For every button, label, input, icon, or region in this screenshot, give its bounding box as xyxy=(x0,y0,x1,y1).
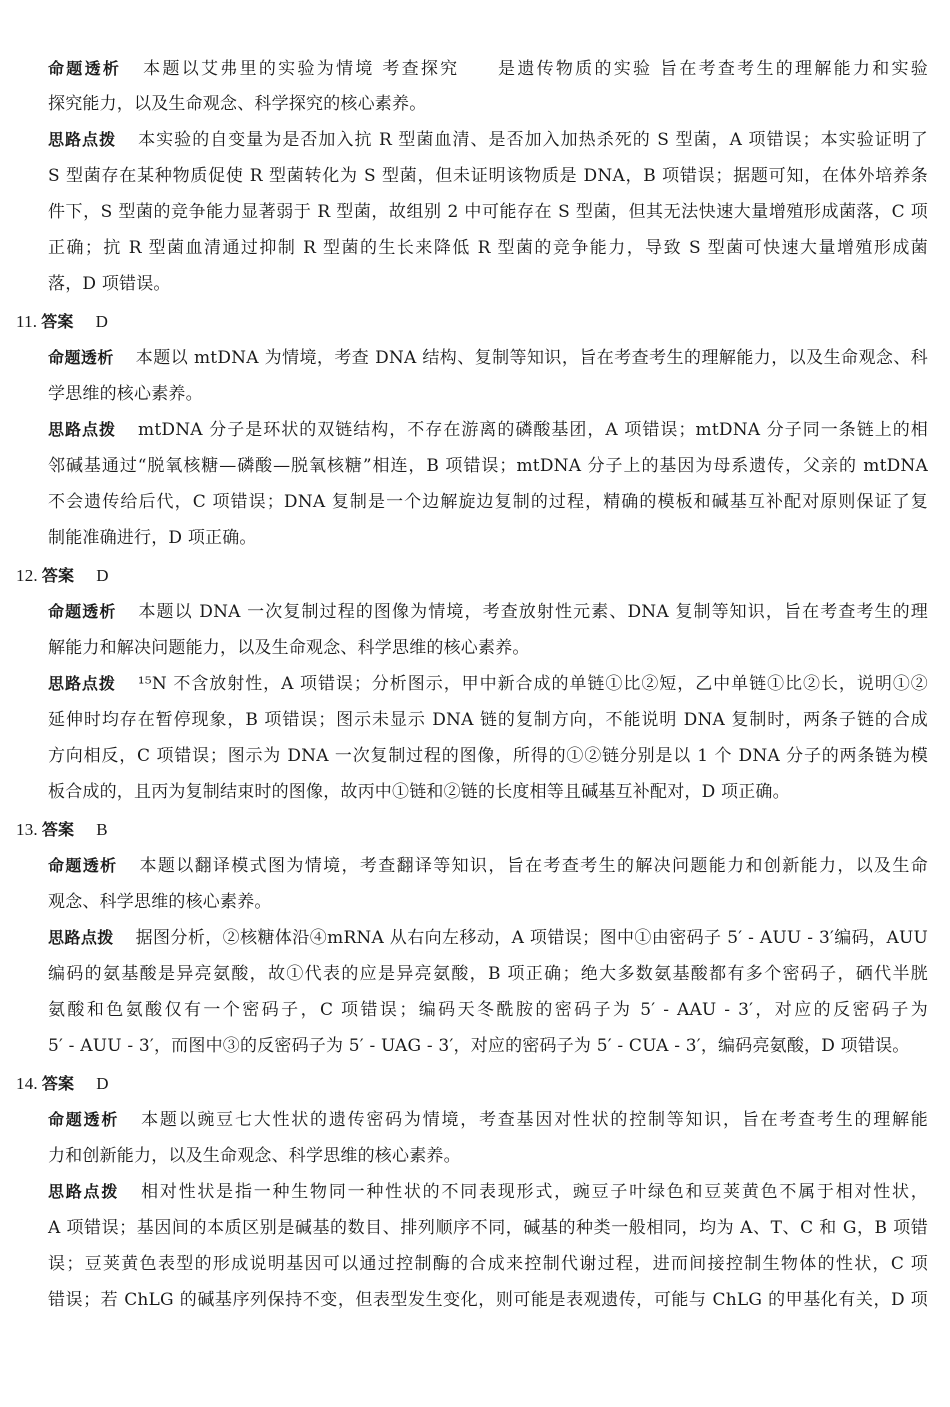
answer-heading xyxy=(16,564,109,588)
paragraph-text: 本实验的自变量为是否加入抗 R 型菌血清、是否加入加热杀死的 S 型菌，A 项错误；本实验证明了 xyxy=(138,130,928,150)
paragraph-text: 据图分析，②核糖体沿④mRNA 从右向左移动，A 项错误；图中①由密码子 5′ - AUU - 3′编码，AUU xyxy=(135,928,928,948)
paragraph-line xyxy=(48,1252,928,1276)
paragraph-text: 力和创新能力，以及生命观念、科学思维的核心素养。 xyxy=(48,1146,461,1166)
paragraph-text: 错误；若 ChLG 的碱基序列保持不变，但表型发生变化，则可能是表观遗传，可能与 ChLG 的甲基化有关，D 项 xyxy=(48,1290,928,1310)
section-label: 命题透析 xyxy=(48,1110,120,1129)
paragraph-line xyxy=(48,672,928,696)
answer-value: D xyxy=(96,1074,109,1093)
paragraph-text: 误；豆荚黄色表型的形成说明基因可以通过控制酶的合成来控制代谢过程，进而间接控制生物体的性状，C 项 xyxy=(48,1254,928,1274)
paragraph-line xyxy=(48,418,928,442)
paragraph-text: 本题以 DNA 一次复制过程的图像为情境，考查放射性元素、DNA 复制等知识，旨在考查考生的理 xyxy=(138,602,928,622)
section-label: 命题透析 xyxy=(48,348,114,367)
answer-value: B xyxy=(96,820,108,839)
paragraph-text: 探究能力，以及生命观念、科学探究的核心素养。 xyxy=(48,94,427,114)
paragraph-line xyxy=(48,890,272,914)
answer-heading xyxy=(16,818,108,842)
answer-value: D xyxy=(96,566,109,585)
paragraph-text: 正确；抗 R 型菌血清通过抑制 R 型菌的生长来降低 R 型菌的竞争能力，导致 S 型菌可快速大量增殖形成菌 xyxy=(48,238,928,258)
paragraph-line xyxy=(48,780,790,804)
paragraph-text: 本题以豌豆七大性状的遗传密码为情境，考查基因对性状的控制等知识，旨在考查考生的理解能 xyxy=(141,1110,928,1130)
paragraph-text: 相对性状是指一种生物同一种性状的不同表现形式，豌豆子叶绿色和豆荚黄色不属于相对性状， xyxy=(141,1182,928,1202)
answer-heading xyxy=(16,1072,109,1096)
paragraph-line xyxy=(48,164,928,188)
paragraph-line xyxy=(48,926,928,950)
paragraph-text: 邻碱基通过“脱氧核糖—磷酸—脱氧核糖”相连，B 项错误；mtDNA 分子上的基因为母系遗传，父亲的 mtDNA xyxy=(48,456,928,476)
paragraph-text: 延伸时均存在暂停现象，B 项错误；图示未显示 DNA 链的复制方向，不能说明 DNA 复制时，两条子链的合成 xyxy=(48,710,928,730)
paragraph-text: 不会遗传给后代，C 项错误；DNA 复制是一个边解旋边复制的过程，精确的模板和碱基互补配对原则保证了复 xyxy=(48,492,928,512)
paragraph-text: 观念、科学思维的核心素养。 xyxy=(48,892,272,912)
paragraph-text: 落，D 项错误。 xyxy=(48,274,171,294)
paragraph-line xyxy=(48,200,928,224)
answer-heading xyxy=(16,310,108,334)
paragraph-line xyxy=(48,526,257,550)
section-label: 命题透析 xyxy=(48,602,117,621)
answer-label: 答案 xyxy=(41,566,75,585)
paragraph-text: 板合成的，且丙为复制结束时的图像，故丙中①链和②链的长度相等且碱基互补配对，D 项正确。 xyxy=(48,782,790,802)
paragraph-text: 解能力和解决问题能力，以及生命观念、科学思维的核心素养。 xyxy=(48,638,530,658)
paragraph-text: 件下，S 型菌的竞争能力显著弱于 R 型菌，故组别 2 中可能存在 S 型菌，但其无法快速大量增殖形成菌落，C 项 xyxy=(48,202,928,222)
paragraph-text: A 项错误；基因间的本质区别是碱基的数目、排列顺序不同，碱基的种类一般相同，均为 A、T、C 和 G，B 项错 xyxy=(48,1218,928,1238)
section-label: 命题透析 xyxy=(48,59,122,78)
paragraph-line xyxy=(48,1108,928,1132)
paragraph-text: ¹⁵N 不含放射性，A 项错误；分析图示，甲中新合成的单链①比②短，乙中单链①比②长，说明①② xyxy=(137,674,928,694)
paragraph-text: 学思维的核心素养。 xyxy=(48,384,203,404)
question-number: 11. xyxy=(16,312,38,331)
paragraph-line xyxy=(48,744,928,768)
paragraph-line xyxy=(48,962,928,986)
paragraph-line xyxy=(48,1144,461,1168)
question-number: 13. xyxy=(16,820,38,839)
question-number: 12. xyxy=(16,566,38,585)
paragraph-text: mtDNA 分子是环状的双链结构，不存在游离的磷酸基团，A 项错误；mtDNA 分子同一条链上的相 xyxy=(138,420,928,440)
paragraph-line xyxy=(48,236,928,260)
paragraph-line xyxy=(48,490,928,514)
paragraph-text: 氨酸和色氨酸仅有一个密码子，C 项错误；编码天冬酰胺的密码子为 5′ - AAU - 3′，对应的反密码子为 xyxy=(48,1000,928,1020)
section-label: 思路点拨 xyxy=(48,130,117,149)
paragraph-line xyxy=(48,1180,928,1204)
paragraph-line xyxy=(48,128,928,152)
paragraph-line xyxy=(48,346,928,370)
paragraph-text: 本题以翻译模式图为情境，考查翻译等知识，旨在考查考生的解决问题能力和创新能力，以及生命 xyxy=(139,856,928,876)
paragraph-line xyxy=(48,600,928,624)
paragraph-text: 本题以艾弗里的实验为情境 考查探究 是遗传物质的实验 旨在考查考生的理解能力和实验 xyxy=(143,59,928,79)
answer-label: 答案 xyxy=(41,820,75,839)
section-label: 思路点拨 xyxy=(48,420,117,439)
section-label: 命题透析 xyxy=(48,856,118,875)
paragraph-line xyxy=(48,382,203,406)
paragraph-line xyxy=(48,1216,928,1240)
paragraph-text: 5′ - AUU - 3′，而图中③的反密码子为 5′ - UAG - 3′，对应的密码子为 5′ - CUA - 3′，编码亮氨酸，D 项错误。 xyxy=(48,1036,910,1056)
question-number: 14. xyxy=(16,1074,38,1093)
section-label: 思路点拨 xyxy=(48,928,114,947)
answer-value: D xyxy=(95,312,109,331)
paragraph-text: 本题以 mtDNA 为情境，考查 DNA 结构、复制等知识，旨在考查考生的理解能力，以及生命观念、科 xyxy=(135,348,928,368)
answer-label: 答案 xyxy=(41,1074,75,1093)
section-label: 思路点拨 xyxy=(48,1182,120,1201)
paragraph-line xyxy=(48,92,426,116)
paragraph-line xyxy=(48,1034,910,1058)
section-label: 思路点拨 xyxy=(48,674,116,693)
paragraph-text: 编码的氨基酸是异亮氨酸，故①代表的应是异亮氨酸，B 项正确；绝大多数氨基酸都有多个密码子，硒代半胱 xyxy=(48,964,928,984)
paragraph-text: 方向相反，C 项错误；图示为 DNA 一次复制过程的图像，所得的①②链分别是以 1 个 DNA 分子的两条链为模 xyxy=(48,746,928,766)
paragraph-line xyxy=(48,57,928,81)
answer-label: 答案 xyxy=(41,312,74,331)
paragraph-text: S 型菌存在某种物质促使 R 型菌转化为 S 型菌，但未证明该物质是 DNA，B 项错误；据题可知，在体外培养条 xyxy=(48,166,928,186)
paragraph-line xyxy=(48,854,928,878)
paragraph-line xyxy=(48,454,928,478)
paragraph-line xyxy=(48,1288,928,1312)
paragraph-line xyxy=(48,998,928,1022)
paragraph-line xyxy=(48,636,530,660)
paragraph-line xyxy=(48,708,928,732)
paragraph-text: 制能准确进行，D 项正确。 xyxy=(48,528,257,548)
paragraph-line xyxy=(48,272,171,296)
